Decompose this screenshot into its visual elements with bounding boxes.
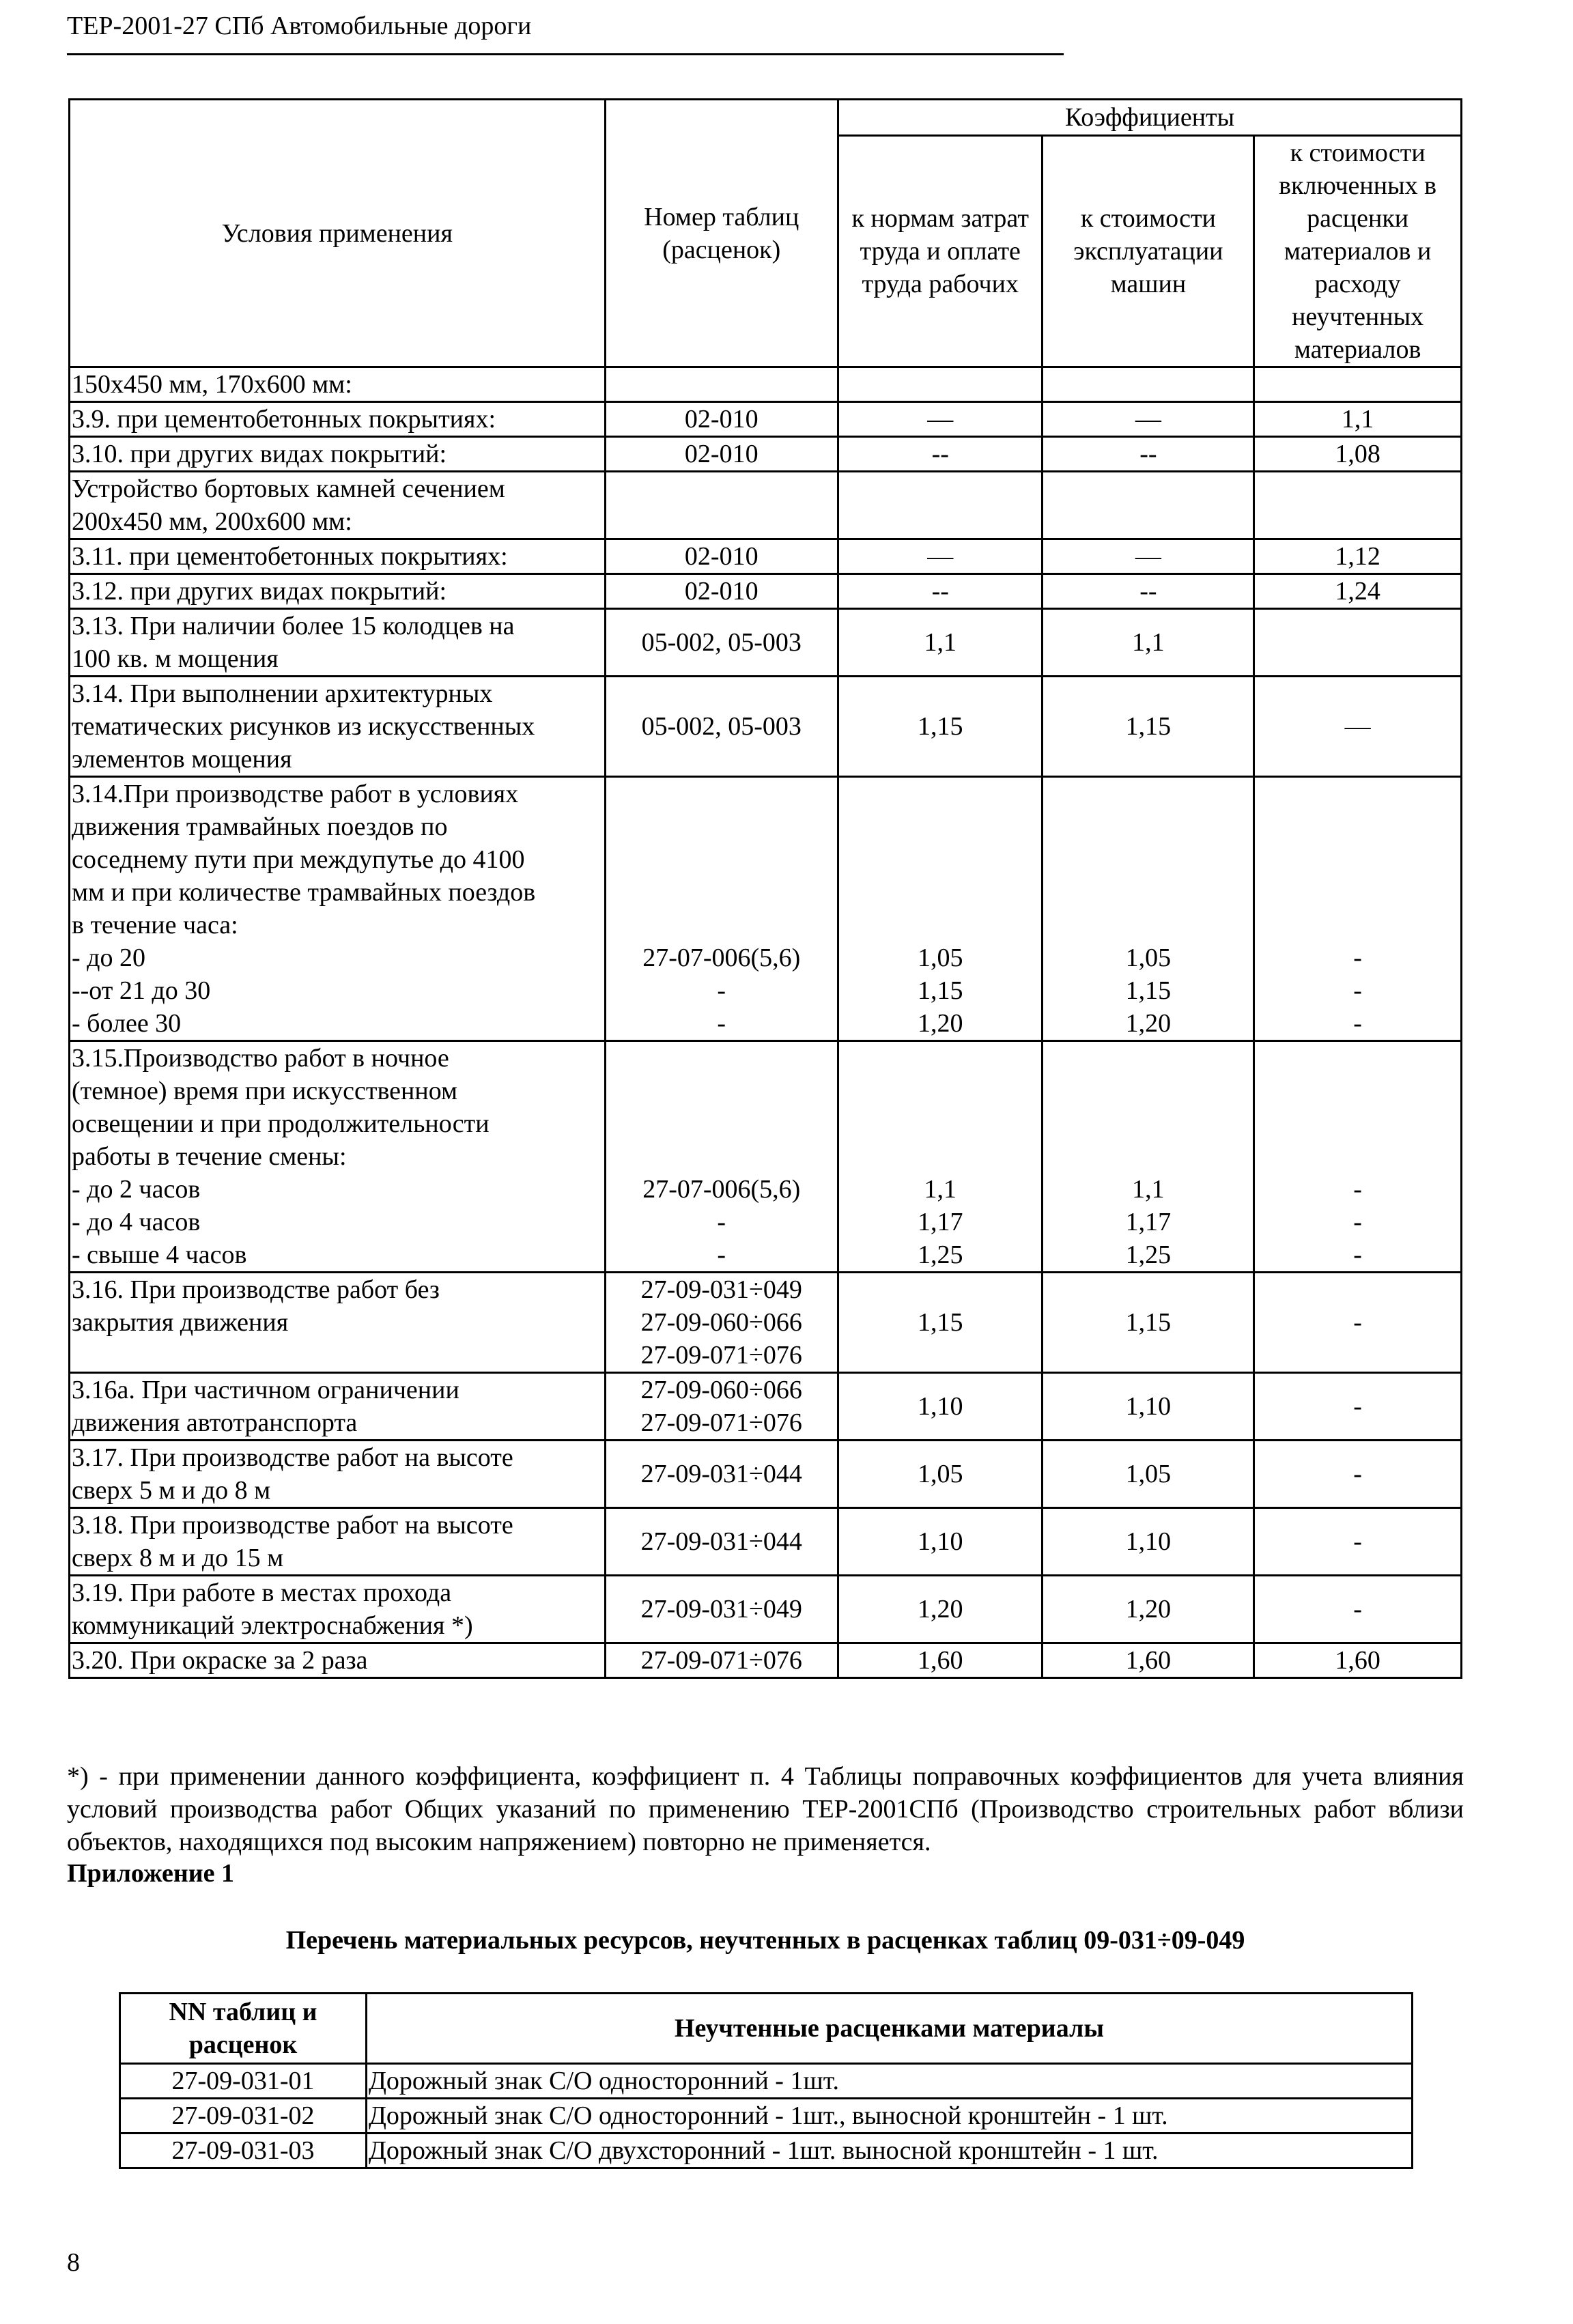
condition-cell: 150х450 мм, 170х600 мм:	[70, 367, 606, 402]
materials-coef-cell: - - -	[1254, 1041, 1462, 1273]
header-materials: к стоимости включенных в расценки материалов и расходу неучтенных материалов	[1254, 136, 1462, 367]
condition-cell: 3.14. При выполнении архитектурных тематических рисунков из искусственных элементов мощения	[70, 677, 606, 777]
table-number-cell: 05-002, 05-003	[605, 677, 838, 777]
materials-coef-cell: -	[1254, 1508, 1462, 1576]
labor-coef-cell: 1,20	[838, 1576, 1043, 1643]
table-row	[70, 1441, 1462, 1508]
table-number-cell: 02-010	[605, 539, 838, 574]
table-number-cell: 02-010	[605, 402, 838, 437]
table-number-cell: 27-09-031-03	[120, 2134, 367, 2168]
condition-cell: 3.10. при других видах покрытий:	[70, 437, 606, 472]
table-row	[70, 472, 1462, 539]
table-row	[70, 677, 1462, 777]
list-title: Перечень материальных ресурсов, неучтенных в расценках таблиц 09-031÷09-049	[285, 1926, 1245, 1955]
labor-coef-cell: --	[838, 574, 1043, 609]
materials-coef-cell: -	[1254, 1441, 1462, 1508]
table-row	[70, 1643, 1462, 1678]
header-machines: к стоимости эксплуатации машин	[1043, 136, 1254, 367]
machines-coef-cell	[1043, 367, 1254, 402]
table-row	[120, 2064, 1413, 2099]
material-cell: Дорожный знак С/О двухсторонний - 1шт. выносной кронштейн - 1 шт.	[367, 2134, 1413, 2168]
machines-coef-cell: 1,1 1,17 1,25	[1043, 1041, 1254, 1273]
materials-coef-cell: 1,08	[1254, 437, 1462, 472]
materials-coef-cell: - - -	[1254, 777, 1462, 1041]
header-labor: к нормам затрат труда и оплате труда рабочих	[838, 136, 1043, 367]
machines-coef-cell: 1,05	[1043, 1441, 1254, 1508]
condition-cell: 3.12. при других видах покрытий:	[70, 574, 606, 609]
materials-coef-cell	[1254, 609, 1462, 677]
table-row	[70, 437, 1462, 472]
materials-coef-cell: 1,12	[1254, 539, 1462, 574]
materials-coef-cell: -	[1254, 1273, 1462, 1373]
labor-coef-cell: —	[838, 402, 1043, 437]
labor-coef-cell: 1,10	[838, 1373, 1043, 1441]
appendix-title: Приложение 1	[67, 1859, 235, 1888]
condition-cell: Устройство бортовых камней сечением 200х450 мм, 200х600 мм:	[70, 472, 606, 539]
machines-coef-cell: —	[1043, 539, 1254, 574]
materials-coef-cell: 1,60	[1254, 1643, 1462, 1678]
machines-coef-cell: 1,60	[1043, 1643, 1254, 1678]
condition-cell: 3.16а. При частичном ограничении движения автотранспорта	[70, 1373, 606, 1441]
machines-coef-cell: 1,20	[1043, 1576, 1254, 1643]
table-number-cell: 27-07-006(5,6) - -	[605, 777, 838, 1041]
table-row	[70, 402, 1462, 437]
labor-coef-cell: 1,05	[838, 1441, 1043, 1508]
labor-coef-cell: —	[838, 539, 1043, 574]
material-cell: Дорожный знак С/О односторонний - 1шт., выносной кронштейн - 1 шт.	[367, 2099, 1413, 2134]
materials-coef-cell	[1254, 472, 1462, 539]
page-number: 8	[67, 2248, 80, 2277]
labor-coef-cell	[838, 472, 1043, 539]
condition-cell: 3.17. При производстве работ на высоте сверх 5 м и до 8 м	[70, 1441, 606, 1508]
condition-cell: 3.11. при цементобетонных покрытиях:	[70, 539, 606, 574]
table-row	[70, 539, 1462, 574]
table-number-cell: 27-09-031-01	[120, 2064, 367, 2099]
table-number-cell	[605, 472, 838, 539]
header-rule	[67, 53, 1064, 55]
table-number-cell: 27-09-060÷066 27-09-071÷076	[605, 1373, 838, 1441]
document-header: ТЕР-2001-27 СПб Автомобильные дороги	[67, 12, 532, 40]
machines-coef-cell: --	[1043, 437, 1254, 472]
table-row	[70, 1373, 1462, 1441]
labor-coef-cell: 1,15	[838, 1273, 1043, 1373]
condition-cell: 3.16. При производстве работ без закрытия движения	[70, 1273, 606, 1373]
table-row	[70, 1041, 1462, 1273]
table-number-cell: 02-010	[605, 437, 838, 472]
coefficients-table	[68, 98, 1462, 1679]
labor-coef-cell: 1,1 1,17 1,25	[838, 1041, 1043, 1273]
machines-coef-cell: 1,05 1,15 1,20	[1043, 777, 1254, 1041]
table-number-cell: 27-07-006(5,6) - -	[605, 1041, 838, 1273]
materials-coef-cell: -	[1254, 1576, 1462, 1643]
materials-coef-cell: 1,24	[1254, 574, 1462, 609]
table-row	[70, 367, 1462, 402]
table-row	[70, 777, 1462, 1041]
labor-coef-cell: 1,60	[838, 1643, 1043, 1678]
table-number-cell: 27-09-031÷049	[605, 1576, 838, 1643]
condition-cell: 3.13. При наличии более 15 колодцев на 100 кв. м мощения	[70, 609, 606, 677]
machines-coef-cell: 1,15	[1043, 1273, 1254, 1373]
condition-cell: 3.9. при цементобетонных покрытиях:	[70, 402, 606, 437]
table-number-cell: 27-09-031÷044	[605, 1441, 838, 1508]
materials-coef-cell: -	[1254, 1373, 1462, 1441]
material-cell: Дорожный знак С/О односторонний - 1шт.	[367, 2064, 1413, 2099]
materials-coef-cell: —	[1254, 677, 1462, 777]
footnote: *) - при применении данного коэффициента, коэффициент п. 4 Таблицы поправочных коэффициентов для учета влияния условий производства работ Общих указаний по применению ТЕР-2001СПб (Производство строительных работ вблизи объектов, находящихся под высоким напряжением) повторно не применяется.	[67, 1762, 1464, 1856]
machines-coef-cell: 1,1	[1043, 609, 1254, 677]
table-row	[70, 1508, 1462, 1576]
machines-coef-cell: 1,10	[1043, 1508, 1254, 1576]
condition-cell: 3.20. При окраске за 2 раза	[70, 1643, 606, 1678]
condition-cell: 3.15.Производство работ в ночное (темное) время при искусственном освещении и при продолжительности работы в течение смены: - до 2 часов - до 4 часов - свыше 4 часов	[70, 1041, 606, 1273]
condition-cell: 3.18. При производстве работ на высоте сверх 8 м и до 15 м	[70, 1508, 606, 1576]
labor-coef-cell: 1,15	[838, 677, 1043, 777]
table-number-cell: 27-09-031÷044	[605, 1508, 838, 1576]
table-number-cell: 27-09-031-02	[120, 2099, 367, 2134]
table-number-cell: 02-010	[605, 574, 838, 609]
condition-cell: 3.14.При производстве работ в условиях движения трамвайных поездов по соседнему пути при междупутье до 4100 мм и при количестве трамвайных поездов в течение часа: - до 20 --от 21 до 30 - более 30	[70, 777, 606, 1041]
table-number-cell	[605, 367, 838, 402]
header-conditions: Условия применения	[70, 100, 606, 367]
table-row	[120, 2099, 1413, 2134]
table-row	[70, 1273, 1462, 1373]
labor-coef-cell: 1,1	[838, 609, 1043, 677]
table-row	[70, 1576, 1462, 1643]
labor-coef-cell: --	[838, 437, 1043, 472]
header-coefficients: Коэффициенты	[838, 100, 1462, 136]
condition-cell: 3.19. При работе в местах прохода коммуникаций электроснабжения *)	[70, 1576, 606, 1643]
labor-coef-cell: 1,05 1,15 1,20	[838, 777, 1043, 1041]
machines-coef-cell: —	[1043, 402, 1254, 437]
machines-coef-cell: --	[1043, 574, 1254, 609]
machines-coef-cell: 1,10	[1043, 1373, 1254, 1441]
table-row	[120, 2134, 1413, 2168]
table-row	[70, 574, 1462, 609]
table-row	[70, 609, 1462, 677]
header-table-number: Номер таблиц (расценок)	[605, 100, 838, 367]
materials-coef-cell	[1254, 367, 1462, 402]
table-number-cell: 27-09-031÷049 27-09-060÷066 27-09-071÷076	[605, 1273, 838, 1373]
header-unaccounted-materials: Неучтенные расценками материалы	[367, 1994, 1413, 2064]
header-nn: NN таблиц и расценок	[120, 1994, 367, 2064]
materials-coef-cell: 1,1	[1254, 402, 1462, 437]
labor-coef-cell: 1,10	[838, 1508, 1043, 1576]
table-number-cell: 27-09-071÷076	[605, 1643, 838, 1678]
table-number-cell: 05-002, 05-003	[605, 609, 838, 677]
labor-coef-cell	[838, 367, 1043, 402]
materials-table	[119, 1992, 1413, 2169]
machines-coef-cell	[1043, 472, 1254, 539]
machines-coef-cell: 1,15	[1043, 677, 1254, 777]
